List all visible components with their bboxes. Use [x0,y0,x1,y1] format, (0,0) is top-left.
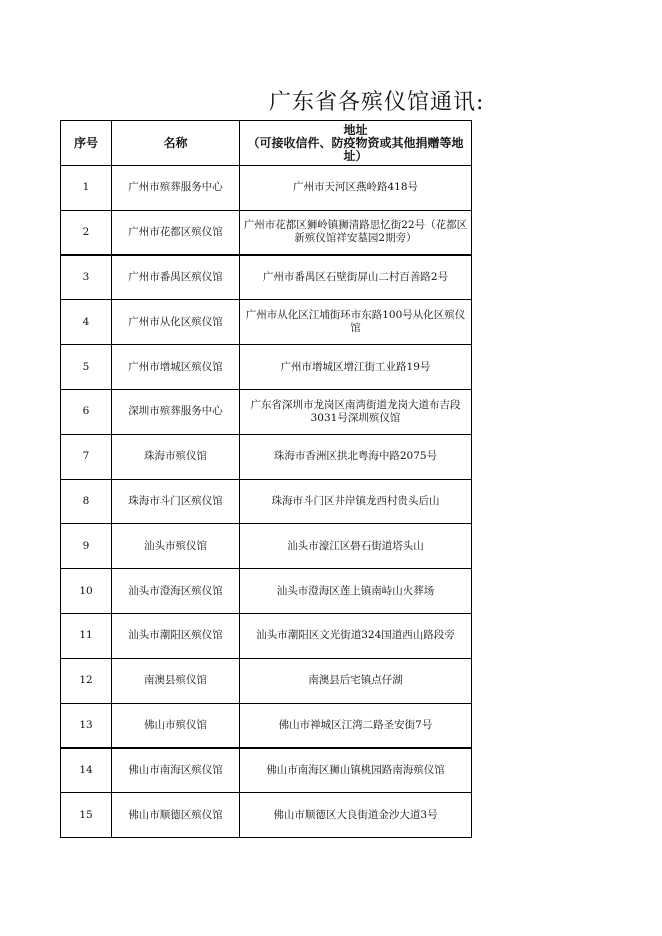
row-index: 11 [61,613,112,658]
table-row [61,793,472,838]
row-index: 9 [61,524,112,569]
row-address: 广州市增城区增江街工业路19号 [240,345,472,390]
row-address: 广州市天河区燕岭路418号 [240,166,472,211]
row-address: 佛山市南海区狮山镇桃园路南海殡仪馆 [240,748,472,793]
row-address: 广东省深圳市龙岗区南湾街道龙岗大道布吉段3031号深圳殡仪馆 [240,389,472,434]
row-index: 4 [61,300,112,345]
table-row [61,210,472,255]
header-address-text: 地址 （可接收信件、防疫物资或其他捐赠等地址） [247,122,464,163]
table-row [61,569,472,614]
row-address: 珠海市香洲区拱北粤海中路2075号 [240,434,472,479]
row-address: 广州市从化区江埔街环市东路100号从化区殡仪馆 [240,300,472,345]
table-row [61,703,472,748]
table-row [61,479,472,524]
row-name: 佛山市殡仪馆 [112,703,240,748]
table-body [61,166,472,838]
row-index: 2 [61,210,112,255]
row-index: 5 [61,345,112,390]
table-row [61,300,472,345]
document-title: 广东省各殡仪馆通讯: [269,90,485,115]
row-address: 汕头市潮阳区文光街道324国道西山路段旁 [240,613,472,658]
table-row [61,524,472,569]
row-index: 13 [61,703,112,748]
row-index: 15 [61,793,112,838]
header-row [61,121,472,166]
row-index: 12 [61,658,112,703]
row-index: 6 [61,389,112,434]
row-address: 佛山市顺德区大良街道金沙大道3号 [240,793,472,838]
funeral-home-table [60,120,472,838]
row-index: 8 [61,479,112,524]
header-name: 名称 [112,121,240,166]
table-row [61,345,472,390]
row-index: 3 [61,255,112,300]
table-row [61,166,472,211]
row-name: 汕头市潮阳区殡仪馆 [112,613,240,658]
table-row [61,434,472,479]
row-address: 汕头市濠江区礐石街道塔头山 [240,524,472,569]
row-index: 10 [61,569,112,614]
row-address: 广州市花都区狮岭镇狮清路思忆街22号（花都区新殡仪馆祥安墓园2期旁） [240,210,472,255]
row-address: 汕头市澄海区莲上镇南峙山火葬场 [240,569,472,614]
row-name: 深圳市殡葬服务中心 [112,389,240,434]
row-address: 佛山市禅城区江湾二路圣安街7号 [240,703,472,748]
row-name: 汕头市殡仪馆 [112,524,240,569]
header-index: 序号 [61,121,112,166]
row-address: 广州市番禺区石壁街屏山二村百善路2号 [240,255,472,300]
row-index: 14 [61,748,112,793]
row-name: 汕头市澄海区殡仪馆 [112,569,240,614]
row-name: 广州市从化区殡仪馆 [112,300,240,345]
row-name: 珠海市斗门区殡仪馆 [112,479,240,524]
table-row [61,389,472,434]
row-index: 1 [61,166,112,211]
table-row [61,748,472,793]
row-name: 佛山市南海区殡仪馆 [112,748,240,793]
header-address [240,121,472,166]
row-name: 南澳县殡仪馆 [112,658,240,703]
row-index: 7 [61,434,112,479]
row-name: 广州市殡葬服务中心 [112,166,240,211]
row-address: 珠海市斗门区井岸镇龙西村贵头后山 [240,479,472,524]
row-address: 南澳县后宅镇点仔湖 [240,658,472,703]
row-name: 广州市花都区殡仪馆 [112,210,240,255]
table-row [61,255,472,300]
row-name: 广州市增城区殡仪馆 [112,345,240,390]
table-row [61,658,472,703]
row-name: 珠海市殡仪馆 [112,434,240,479]
row-name: 广州市番禺区殡仪馆 [112,255,240,300]
table-row [61,613,472,658]
row-name: 佛山市顺德区殡仪馆 [112,793,240,838]
